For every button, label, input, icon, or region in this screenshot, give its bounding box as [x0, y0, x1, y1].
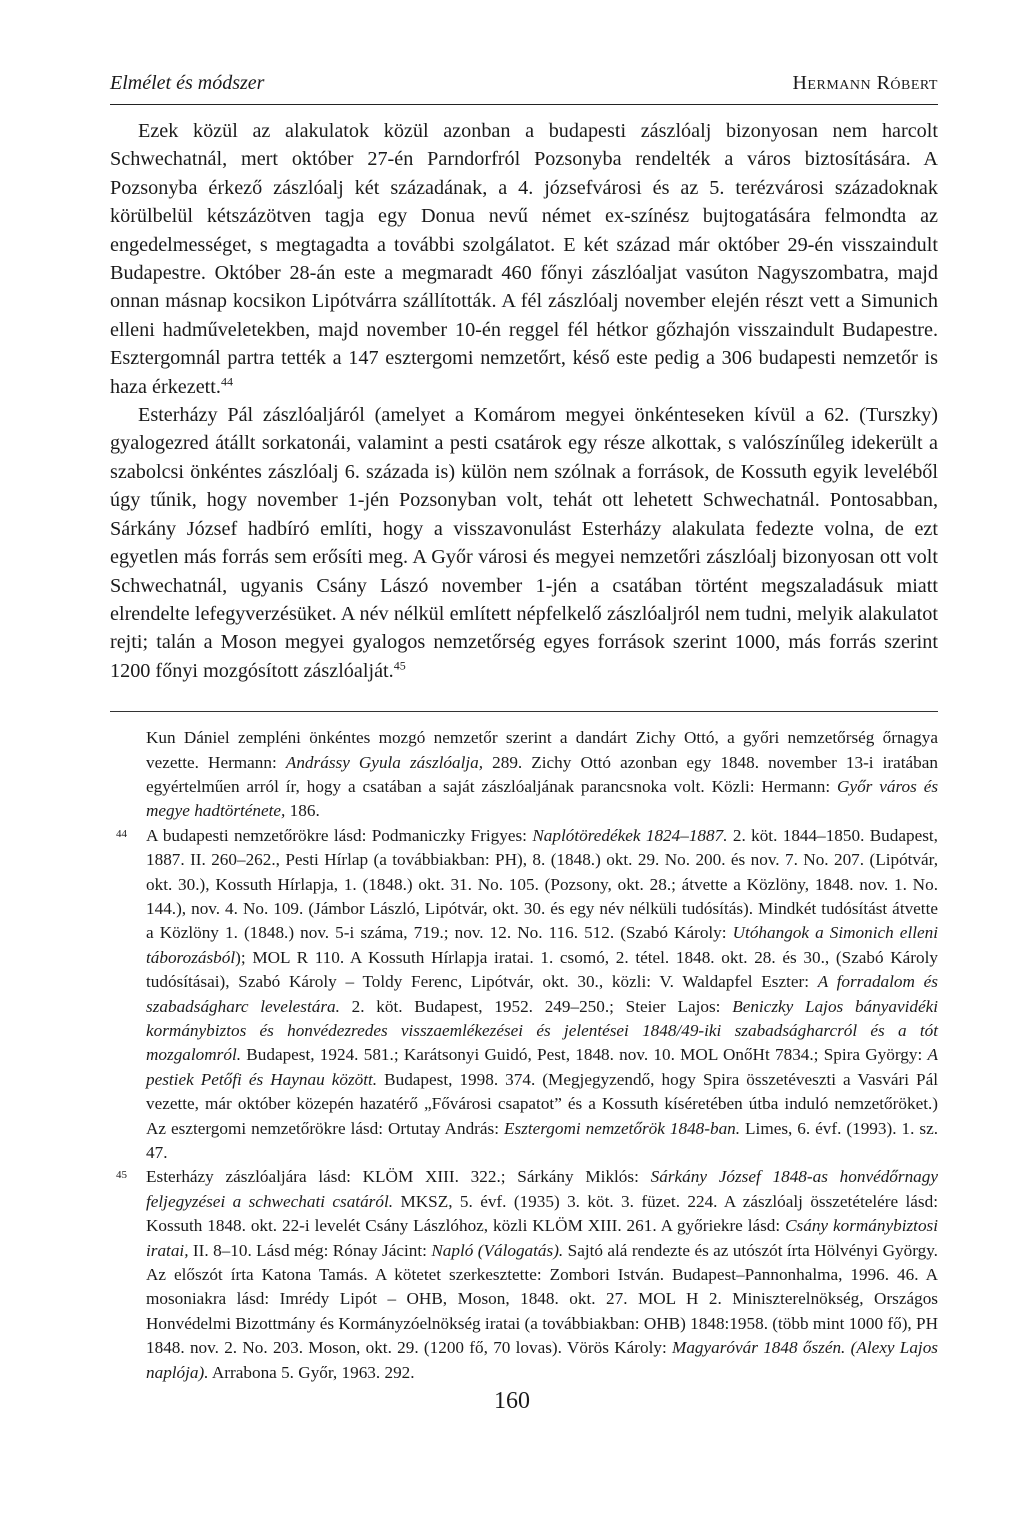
- fn45-title-1: Sárkány József 1848-as honvédőrnagy feljegyzései a schwechati csatáról.: [146, 1167, 938, 1211]
- page: [110, 72, 938, 1385]
- fn43-title-1: Andrássy Gyula zászlóalja,: [285, 752, 484, 772]
- footnote-44-number: 44: [116, 827, 127, 840]
- fn44-text-6: Budapest, 1998. 374. (Megjegyzendő, hogy Spira összetéveszti a Vasvári Pál vezette, már október közepén hazatérő „Fővárosi csapatot” és a Kossuth kíséretében útba induló nemzetőröket.) Az esztergomi nemzetőrökre lásd: Ortutay András:: [146, 1069, 938, 1138]
- paragraph-2-text: Esterházy Pál zászlóaljáról (amelyet a Komárom megyei önkénteseken kívül a 62. (Turszky) gyalogezred átállt sorkatonái, valamint a pesti csatárok egy része alkottak, s valószínűleg idekerült a szabolcsi önkéntes zászlóalj 6. százada is) külön nem szólnak a források, de Kossuth egyik leveléből úgy tűnik, hogy november 1-jén Pozsonyban volt, tehát ott lehetett Schwechatnál. Pontosabban, Sárkány József hadbíró említi, hogy a visszavonulást Esterházy alakulata fedezte volna, de ezt egyetlen más forrás sem erősíti meg. A Győr városi és megyei nemzetőri zászlóalj bizonyosan ott volt Schwechatnál, ugyanis Csány Lászó november 1-jén a csatában történt megszaladásuk miatt elrendelte lefegyverzésüket. A név nélkül említett népfelkelő zászlóaljról nem tudni, melyik alakulatot rejti; talán a Moson megyei gyalogos nemzetőrség egyes források szerint 1000, más forrás szerint 1200 főnyi mozgósított zászlóalját.: [110, 404, 938, 682]
- author-name: Hermann Róbert: [792, 72, 938, 94]
- fn45-text-5: Arrabona 5. Győr, 1963. 292.: [208, 1362, 415, 1382]
- fn44-text-7: Limes, 6. évf. (1993). 1. sz. 47.: [146, 1118, 938, 1163]
- footnote-43-continued: [110, 726, 938, 824]
- footnote-44: [110, 824, 938, 1166]
- running-head: [110, 72, 938, 105]
- fn44-text-4: 2. köt. Budapest, 1952. 249–250.; Steier Lajos:: [339, 996, 733, 1016]
- footnote-ref-45[interactable]: 45: [393, 657, 406, 672]
- fn45-text-2: MKSZ, 5. évf. (1935) 3. köt. 3. füzet. 224. A zászlóalj összetételére lásd: Kossuth 1848. okt. 22-i levelét Csány Lászlóhoz, közli KLÖM XIII. 261. A győriekre lásd:: [146, 1191, 938, 1236]
- footnote-45: [110, 1165, 938, 1385]
- fn45-title-3: Napló (Válogatás).: [431, 1240, 564, 1260]
- fn45-text-4: Sajtó alá rendezte és az utószót írta Hölvényi György. Az előszót írta Katona Tamás. A kötetet szerkesztette: Zombori István. Budapest–Pannonhalma, 1996. 46. A mosoniakra lásd: Imrédy Lipót – OHB, Moson, 1848. okt. 27. MOL H 2. Miniszterelnökség, Országos Honvédelmi Bizottmány és Kormányzóelnökség iratai (a továbbiakban: OHB) 1848:1958. (több mint 1000 fő), PH 1848. nov. 2. No. 203. Moson, okt. 29. (1200 fő, 70 lovas). Vörös Károly:: [146, 1240, 938, 1358]
- paragraph-1: [110, 117, 938, 401]
- fn45-title-4: Magyaróvár 1848 őszén. (Alexy Lajos naplója).: [146, 1338, 938, 1382]
- footnotes: [110, 726, 938, 1385]
- footnote-divider: [110, 711, 938, 712]
- footnote-45-number: 45: [116, 1169, 127, 1182]
- fn45-text-3: II. 8–10. Lásd még: Rónay Jácint:: [188, 1240, 432, 1260]
- paragraph-1-text: Ezek közül az alakulatok közül azonban a budapesti zászlóalj bizonyosan nem harcolt Schwechatnál, mert október 27-én Parndorfról Pozsonyba rendelték a város biztosítására. A Pozsonyba érkező zászlóalj két századának, a 4. józsefvárosi és az 5. terézvárosi századoknak körülbelül kétszázötven tagja egy Donua nevű német ex-színész bujtogatására felmondta az engedelmességet, s megtagadta a további szolgálatot. E két század már október 29-én visszaindult Budapestre. Október 28-án este a megmaradt 460 főnyi zászlóaljat vasúton Nagyszombatra, majd onnan másnap kocsikon Lipótvárra szállították. A fél zászlóalj november elején részt vett a Simunich elleni hadműveletekben, majd november 10-én reggel fél hétkor gőzhajón visszaindult Budapestre. Esztergomnál partra tették a 147 esztergomi nemzetőrt, késő este pedig a 306 budapesti nemzetőr is haza érkezett.: [110, 120, 938, 398]
- footnote-ref-44[interactable]: 44: [220, 373, 233, 388]
- fn44-text-2: 2. köt. 1844–1850. Budapest, 1887. II. 260–262., Pesti Hírlap (a továbbiakban: PH), 8. (1848.) okt. 29. No. 200. és nov. 7. No. 207. (Lipótvár, okt. 30.), Kossuth Hírlapja, 1. (1848.) okt. 31. No. 105. (Pozsony, okt. 28.; átvette a Közlöny, 1848. nov. 1. No. 144.), nov. 4. No. 109. (Jámbor László, Lipótvár, okt. 30. és egy név nélküli tudósítás). Mindkét tudósítást átvette a Közlöny 1. (1848.) nov. 5-i száma, 719.; nov. 12. No. 116. 512. (Szabó Károly:: [146, 825, 938, 943]
- fn43-text-2: 289. Zichy Ottó azonban egy 1848. november 13-i iratában egyértelműen arról ír, hogy a csatában a saját zászlóaljának parancsnoka volt. Közli: Hermann:: [146, 752, 938, 796]
- fn43-text-1: Kun Dániel zempléni önkéntes mozgó nemzetőr szerint a dandárt Zichy Ottó, a győri nemzetőrség őrnagya vezette. Hermann:: [146, 728, 938, 772]
- fn44-title-3: A forradalom és szabadságharc levelestára.: [146, 972, 938, 1016]
- fn43-title-2: Győr város és megye hadtörténete,: [146, 776, 939, 821]
- fn44-text-1: A budapesti nemzetőrökre lásd: Podmaniczky Frigyes:: [146, 825, 533, 845]
- fn43-text-3: 186.: [285, 801, 320, 821]
- section-title: Elmélet és módszer: [110, 72, 265, 94]
- page-number: 160: [494, 1388, 530, 1414]
- fn44-title-6: Esztergomi nemzetőrök 1848-ban.: [503, 1118, 741, 1138]
- fn44-title-1: Naplótöredékek 1824–1887.: [532, 825, 728, 845]
- fn45-title-2: Csány kormánybiztosi iratai,: [146, 1216, 938, 1260]
- body-text: [110, 117, 938, 685]
- fn44-title-4: Beniczky Lajos bányavidéki kormánybiztos és honvédezredes visszaemlékezései és jelentései 1848/49-iki szabadságharcról és a tót mozgalomról.: [146, 996, 938, 1065]
- fn44-text-3: ); MOL R 110. A Kossuth Hírlapja iratai. 1. csomó, 2. tétel. 1848. okt. 28. és 30., (Szabó Károly tudósításai), Szabó Károly – Toldy Ferenc, Lipótvár, okt. 30., közli: V. Waldapfel Eszter:: [146, 947, 938, 992]
- fn45-text-1: Esterházy zászlóaljára lásd: KLÖM XIII. 322.; Sárkány Miklós:: [146, 1167, 651, 1187]
- fn44-title-5: A pestiek Petőfi és Haynau között.: [146, 1045, 938, 1089]
- fn44-title-2: Utóhangok a Simonich elleni táborozásból: [146, 923, 938, 967]
- fn44-text-5: Budapest, 1924. 581.; Karátsonyi Guidó, Pest, 1848. nov. 10. MOL OnőHt 7834.; Spira György:: [241, 1045, 928, 1065]
- paragraph-2: [110, 401, 938, 685]
